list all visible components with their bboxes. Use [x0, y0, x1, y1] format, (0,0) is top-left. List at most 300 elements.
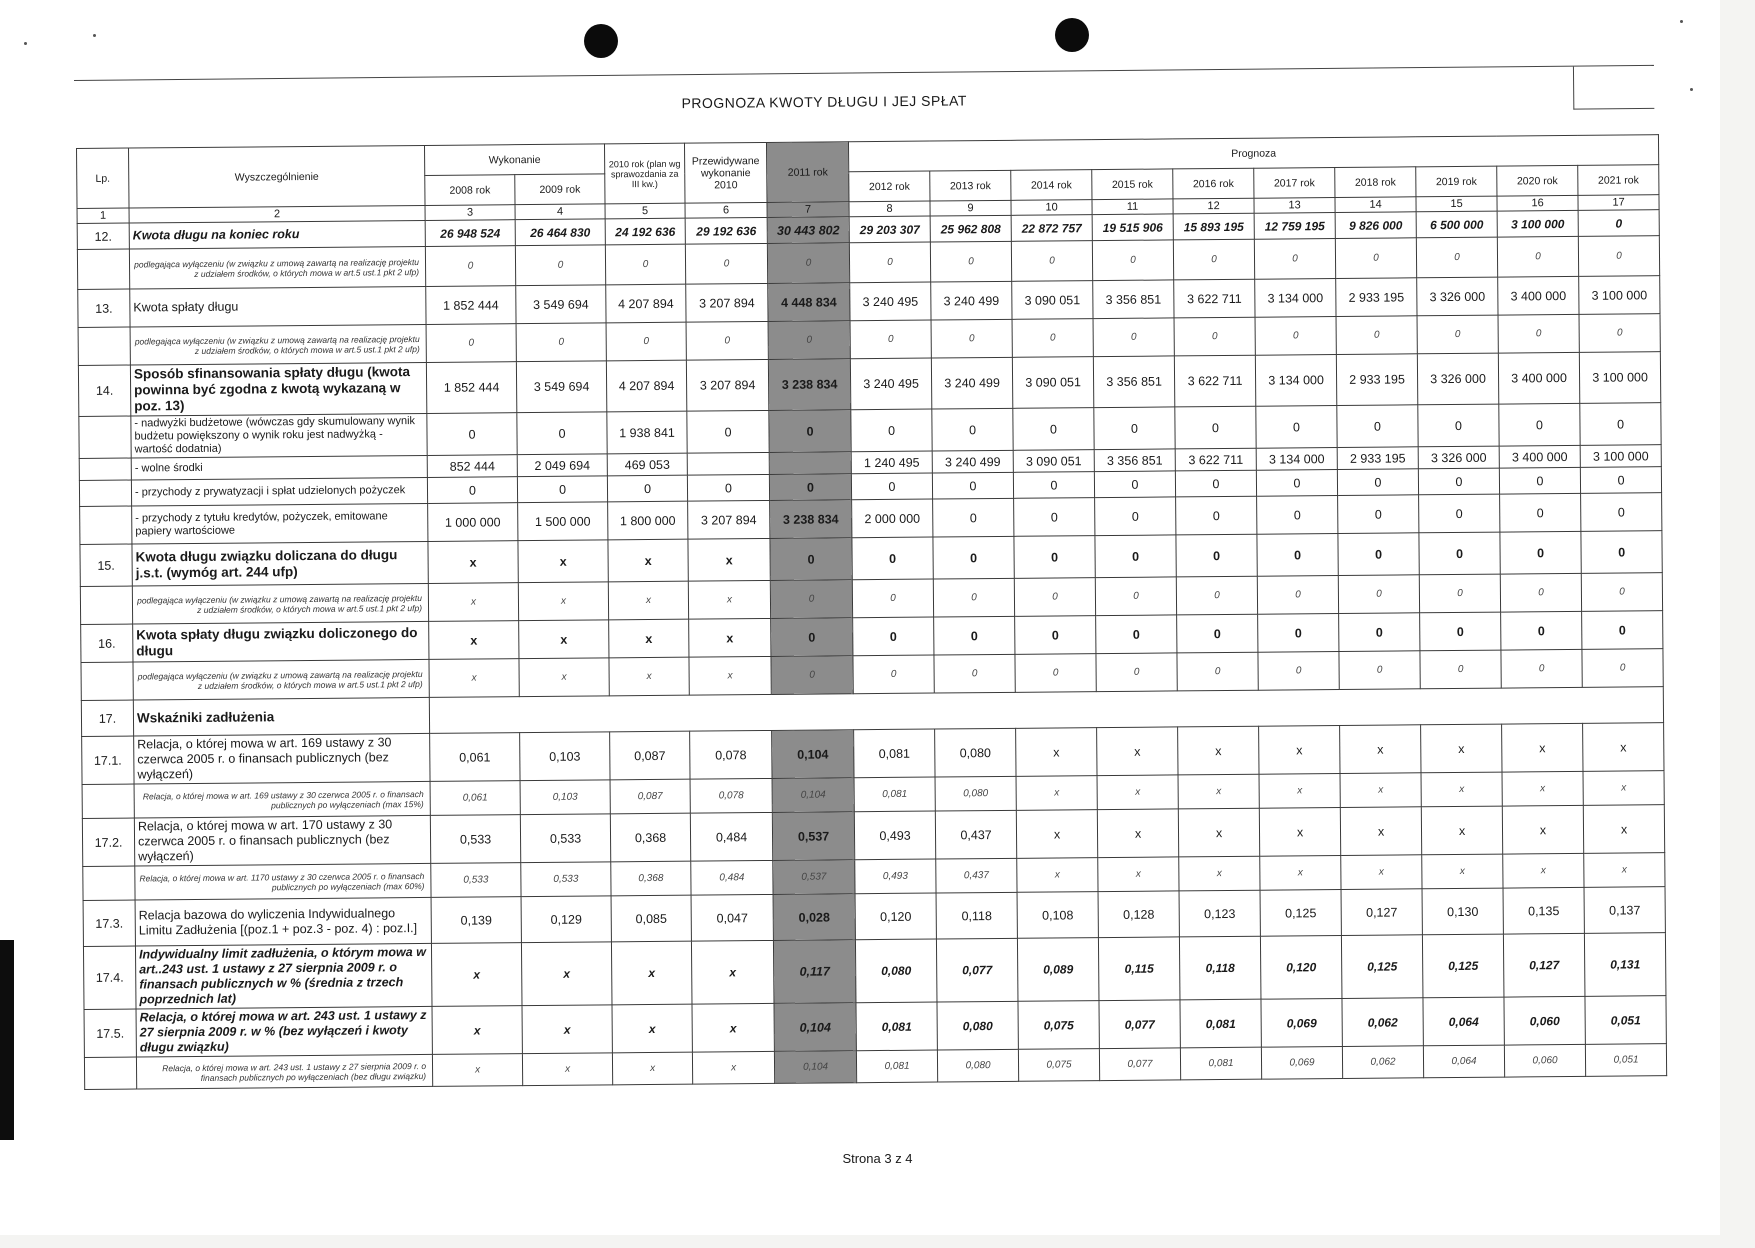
value-cell: x	[611, 941, 692, 1005]
row-description: Wskaźniki zadłużenia	[133, 697, 429, 736]
punch-hole-left	[584, 24, 618, 58]
value-cell: 24 192 636	[605, 218, 685, 245]
value-cell: 0,061	[430, 781, 520, 816]
value-cell: 0	[771, 656, 853, 695]
value-cell: 3 134 000	[1256, 448, 1337, 471]
value-cell: 0	[427, 477, 517, 504]
value-cell: 0,104	[774, 1003, 856, 1052]
value-cell: 0,077	[936, 938, 1018, 1002]
value-cell: 0,437	[936, 858, 1017, 893]
value-cell: 0,081	[1180, 1047, 1261, 1080]
row-number: 17.	[81, 700, 133, 736]
row-number	[79, 458, 131, 480]
row-description: podlegająca wyłączeniu (w związku z umową zawartą na realizację projektu z udziałem środków, o których mowa w art.5 ust.1 pkt 2 ufp)	[130, 324, 426, 365]
value-cell: 0,080	[935, 776, 1016, 811]
value-cell: 0	[1337, 405, 1418, 448]
value-cell: x	[1583, 805, 1664, 854]
value-cell: 0	[1256, 406, 1337, 449]
value-cell: 0,103	[520, 732, 610, 781]
value-cell: 0,081	[856, 1050, 937, 1083]
column-number: 17	[1578, 195, 1659, 211]
scan-edge-shadow	[0, 940, 14, 1140]
value-cell: 0	[1420, 612, 1501, 651]
value-cell: 0	[605, 244, 685, 285]
value-cell: 0	[1093, 318, 1174, 357]
value-cell: 3 090 051	[1012, 357, 1093, 409]
value-cell: x	[521, 942, 612, 1006]
value-cell: 0	[1175, 470, 1256, 497]
value-cell: 0,047	[691, 894, 773, 941]
value-cell: 30 443 802	[767, 217, 849, 244]
value-cell: 0,115	[1098, 937, 1180, 1001]
value-cell: x	[1340, 807, 1421, 856]
value-cell: 3 549 694	[516, 361, 606, 413]
value-cell: 0	[1013, 408, 1094, 451]
value-cell: 0,087	[610, 779, 690, 814]
value-cell: x	[1017, 858, 1098, 893]
value-cell: 0,125	[1422, 934, 1504, 998]
value-cell: 0,125	[1260, 889, 1341, 936]
value-cell: 0,117	[773, 940, 856, 1004]
row-number: 13.	[78, 289, 130, 327]
row-description: Relacja, o której mowa w art. 243 ust. 1 ustawy z 27 sierpnia 2009 r. w % (bez wyłączeń i kwoty długu związku)	[136, 1006, 432, 1057]
value-cell: x	[688, 580, 770, 619]
value-cell: 469 053	[607, 453, 687, 476]
value-cell: 6 500 000	[1416, 211, 1497, 238]
value-cell	[769, 452, 851, 475]
value-cell: 0	[1176, 496, 1257, 535]
value-cell: 0	[1015, 616, 1096, 655]
value-cell: 0,080	[937, 1049, 1018, 1082]
row-number	[80, 506, 132, 544]
value-cell: 0	[1580, 403, 1661, 446]
value-cell: 4 448 834	[768, 283, 850, 322]
row-description: - przychody z prywatyzacji i spłat udzielonych pożyczek	[131, 477, 427, 506]
value-cell: 0	[1095, 535, 1176, 578]
value-cell: 0,533	[520, 814, 610, 863]
value-cell: 2 000 000	[852, 499, 933, 538]
value-cell: 0	[849, 242, 930, 283]
value-cell: 19 515 906	[1092, 214, 1173, 241]
value-cell: 0	[426, 324, 516, 363]
value-cell: 0	[852, 579, 933, 618]
header-description: Wyszczególnienie	[129, 145, 426, 208]
value-cell: 3 100 000	[1497, 210, 1578, 237]
value-cell: 1 852 444	[426, 286, 516, 325]
value-cell: 0,077	[1099, 1048, 1180, 1081]
value-cell: x	[1260, 855, 1341, 890]
scan-speck	[93, 34, 96, 37]
value-cell: 0,077	[1099, 1000, 1180, 1049]
value-cell: 3 622 711	[1175, 448, 1256, 471]
scan-speck	[1680, 20, 1683, 23]
value-cell: x	[692, 1003, 774, 1052]
value-cell: 0	[516, 323, 606, 362]
row-description: Relacja bazowa do wyliczenia Indywidualnego Limitu Zadłużenia [(poz.1 + poz.3 - poz. 4) : poz.I.]	[135, 897, 431, 946]
value-cell: 0	[517, 476, 607, 503]
value-cell: 0,131	[1584, 933, 1666, 997]
row-description: Kwota spłaty długu związku doliczonego do długu	[133, 621, 429, 662]
value-cell: x	[1421, 772, 1502, 807]
value-cell: x	[1502, 771, 1583, 806]
value-cell: 0,484	[691, 860, 773, 895]
header-year: 2015 rok	[1092, 169, 1173, 200]
value-cell: 4 207 894	[606, 360, 686, 412]
value-cell: 0	[1258, 651, 1339, 690]
value-cell: 0	[1578, 236, 1659, 277]
value-cell: 0,069	[1261, 998, 1342, 1047]
value-cell: 3 207 894	[688, 500, 770, 539]
value-cell: 0	[1014, 536, 1095, 579]
value-cell: 3 240 499	[931, 281, 1012, 320]
value-cell: x	[1341, 855, 1422, 890]
value-cell: x	[432, 1006, 522, 1055]
value-cell: 0,493	[855, 859, 936, 894]
value-cell: 0,081	[1180, 999, 1261, 1048]
header-year: 2014 rok	[1011, 170, 1092, 201]
value-cell: 0	[1580, 467, 1661, 494]
header-2010-expected: Przewidywane wykonanie 2010	[684, 142, 767, 203]
value-cell: 0	[850, 320, 931, 359]
header-year: 2020 rok	[1497, 165, 1578, 196]
value-cell: x	[522, 1005, 612, 1054]
row-number	[80, 586, 132, 624]
row-description: Kwota spłaty długu	[130, 286, 426, 327]
header-year: 2016 rok	[1173, 168, 1254, 199]
value-cell: 0	[1418, 468, 1499, 495]
row-description: Kwota długu na koniec roku	[129, 220, 425, 249]
value-cell: 0	[1015, 654, 1096, 693]
column-number: 5	[605, 203, 685, 219]
column-number: 3	[425, 205, 515, 221]
value-cell: 3 207 894	[686, 359, 768, 411]
value-cell: x	[1016, 776, 1097, 811]
value-cell: 0,080	[937, 1001, 1018, 1050]
value-cell: 0,493	[854, 811, 935, 860]
value-cell: 0	[1336, 316, 1417, 355]
value-cell: 0	[1497, 236, 1578, 277]
value-cell: 0	[853, 655, 934, 694]
punch-hole-right	[1055, 18, 1089, 52]
value-cell: x	[522, 1053, 612, 1086]
value-cell: 0	[933, 578, 1014, 617]
value-cell: x	[1016, 728, 1097, 777]
value-cell: 0	[767, 243, 849, 284]
value-cell: 0	[1257, 496, 1338, 535]
value-cell: x	[1097, 727, 1178, 776]
value-cell: 0,120	[1260, 935, 1342, 999]
value-cell: 3 400 000	[1498, 276, 1579, 315]
value-cell: 9 826 000	[1335, 212, 1416, 239]
row-description: - nadwyżki budżetowe (wówczas gdy skumulowany wynik budżetu powiększony o wynik roku jest nadwyżką - wartość dodatnia)	[131, 413, 427, 458]
value-cell: 3 240 499	[931, 357, 1012, 409]
row-number	[82, 784, 134, 818]
value-cell: 0	[933, 498, 1014, 537]
value-cell: 26 464 830	[515, 219, 605, 246]
value-cell: 0,437	[935, 810, 1016, 859]
column-number: 11	[1092, 199, 1173, 215]
value-cell: 0	[1175, 406, 1256, 449]
value-cell: 3 134 000	[1255, 355, 1336, 407]
value-cell: 0	[770, 538, 852, 581]
value-cell: 0,118	[1179, 936, 1261, 1000]
row-description: - przychody z tytułu kredytów, pożyczek, emitowane papiery wartościowe	[132, 503, 428, 544]
value-cell: 0	[1258, 613, 1339, 652]
value-cell: 0	[517, 412, 607, 455]
value-cell: x	[1259, 807, 1340, 856]
value-cell: x	[431, 943, 522, 1007]
value-cell: 3 356 851	[1093, 280, 1174, 319]
value-cell: 0,028	[773, 894, 855, 941]
value-cell	[687, 452, 769, 475]
value-cell: 0,537	[772, 812, 854, 861]
row-description: Relacja, o której mowa w art. 243 ust. 1 ustawy z 27 sierpnia 2009 r. o finansach publicznych po wyłączeniach (bez długu związku)	[136, 1054, 432, 1089]
value-cell: 0	[1417, 315, 1498, 354]
value-cell: 0,125	[1341, 935, 1423, 999]
value-cell: 0,051	[1585, 996, 1666, 1045]
value-cell: 0,075	[1018, 1001, 1099, 1050]
header-year: 2021 rok	[1578, 165, 1659, 196]
value-cell: 0	[425, 246, 515, 287]
value-cell: x	[518, 582, 608, 621]
value-cell: 3 622 711	[1174, 355, 1255, 407]
value-cell: 3 090 051	[1013, 450, 1094, 473]
value-cell: 2 049 694	[517, 454, 607, 477]
header-year: 2017 rok	[1254, 168, 1335, 199]
value-cell: 0,064	[1423, 1045, 1504, 1078]
value-cell: 0	[1338, 495, 1419, 534]
value-cell: 0	[1012, 319, 1093, 358]
value-cell: 0	[1581, 531, 1662, 574]
value-cell: 0	[932, 472, 1013, 499]
value-cell: 2 933 195	[1336, 354, 1417, 406]
value-cell: 0	[687, 410, 769, 453]
value-cell: 3 356 851	[1094, 449, 1175, 472]
value-cell: 0,139	[431, 897, 521, 944]
value-cell: 0,081	[854, 777, 935, 812]
value-cell: 3 400 000	[1499, 445, 1580, 468]
value-cell: 0	[1176, 576, 1257, 615]
value-cell: 0	[768, 321, 850, 360]
value-cell: 0	[427, 413, 517, 456]
page-footer: Strona 3 z 4	[842, 1151, 913, 1166]
value-cell: 3 400 000	[1498, 352, 1579, 404]
value-cell: x	[1502, 805, 1583, 854]
row-number	[78, 327, 130, 365]
value-cell: 1 500 000	[518, 502, 608, 541]
header-year: 2013 rok	[930, 170, 1011, 201]
row-description: Sposób sfinansowania spłaty długu (kwota powinna być zgodna z kwotą wykazaną w poz. 13)	[130, 362, 426, 416]
title-corner-box	[1573, 66, 1654, 110]
value-cell: x	[1584, 853, 1665, 888]
value-cell: 0,080	[855, 939, 937, 1003]
value-cell: 29 203 307	[849, 216, 930, 243]
value-cell: 3 326 000	[1418, 446, 1499, 469]
row-description: Relacja, o której mowa w art. 170 ustawy z 30 czerwca 2005 r. o finansach publicznych (bez wyłączeń)	[134, 815, 430, 866]
value-cell: 0	[1254, 239, 1335, 280]
value-cell: 0	[1176, 534, 1257, 577]
value-cell: x	[518, 540, 608, 583]
value-cell: 0	[1501, 611, 1582, 650]
value-cell: 2 933 195	[1337, 447, 1418, 470]
value-cell: 26 948 524	[425, 220, 515, 247]
row-description: Indywidualny limit zadłużenia, o którym mowa w art..243 ust. 1 ustawy z 27 sierpnia 2009 r. o finansach publicznych w % (średnia z trzech poprzednich lat)	[135, 943, 432, 1009]
value-cell: 0	[852, 537, 933, 580]
value-cell: 0	[1500, 573, 1581, 612]
value-cell: 15 893 195	[1173, 213, 1254, 240]
value-cell: 1 240 495	[851, 451, 932, 474]
value-cell: x	[429, 659, 519, 698]
header-wykonanie: Wykonanie	[424, 144, 604, 176]
value-cell: 0	[1416, 237, 1497, 278]
row-number: 14.	[78, 365, 130, 416]
value-cell: 22 872 757	[1011, 215, 1092, 242]
header-2009: 2009 rok	[515, 174, 605, 205]
value-cell: 0,127	[1341, 889, 1422, 936]
value-cell: 852 444	[427, 455, 517, 478]
value-cell: 0	[1255, 317, 1336, 356]
value-cell: x	[428, 583, 518, 622]
value-cell: 0	[769, 474, 851, 501]
value-cell: 0	[1339, 613, 1420, 652]
value-cell: 0	[1335, 238, 1416, 279]
value-cell: 3 100 000	[1579, 276, 1660, 315]
value-cell: 0	[1257, 576, 1338, 615]
value-cell: x	[432, 1054, 522, 1087]
value-cell: 0,104	[774, 1051, 856, 1084]
value-cell: 0	[686, 321, 768, 360]
value-cell: x	[1583, 723, 1664, 772]
value-cell: 0,061	[430, 733, 520, 782]
row-number	[84, 1057, 136, 1089]
value-cell: 0,130	[1422, 888, 1503, 935]
value-cell: 0,081	[856, 1002, 937, 1051]
value-cell: x	[609, 619, 689, 658]
value-cell: 0	[1337, 469, 1418, 496]
row-number: 17.5.	[84, 1009, 136, 1057]
scan-speck	[1690, 88, 1693, 91]
value-cell: 12 759 195	[1254, 213, 1335, 240]
value-cell: 0,069	[1261, 1046, 1342, 1079]
value-cell: 0	[851, 473, 932, 500]
value-cell: 3 238 834	[768, 359, 850, 411]
row-description: podlegająca wyłączeniu (w związku z umową zawartą na realizację projektu z udziałem środków, o których mowa w art.5 ust.1 pkt 2 ufp)	[129, 246, 425, 289]
column-number: 6	[685, 202, 767, 218]
value-cell: 0	[1256, 470, 1337, 497]
value-cell: 3 207 894	[686, 283, 768, 322]
row-number	[83, 866, 135, 900]
value-cell: 25 962 808	[930, 215, 1011, 242]
row-description: Relacja, o której mowa w art. 169 ustawy z 30 czerwca 2005 r. o finansach publicznych (bez wyłączeń)	[134, 733, 430, 784]
row-description: podlegająca wyłączeniu (w związku z umową zawartą na realizację projektu z udziałem środków, o których mowa w art.5 ust.1 pkt 2 ufp)	[133, 659, 429, 700]
value-cell: x	[688, 538, 770, 581]
value-cell: x	[1097, 809, 1178, 858]
value-cell: 0,085	[611, 895, 691, 942]
value-cell: 0	[1096, 653, 1177, 692]
row-number	[77, 249, 129, 289]
value-cell: 0	[1500, 531, 1581, 574]
value-cell: x	[429, 621, 519, 660]
value-cell: x	[1340, 725, 1421, 774]
value-cell: 0	[1582, 649, 1663, 688]
row-description: Kwota długu związku doliczana do długu j.s.t. (wymóg art. 244 ufp)	[132, 541, 428, 586]
value-cell: 0,368	[611, 861, 691, 896]
value-cell: 0,537	[773, 860, 855, 895]
debt-forecast-table-wrapper	[76, 134, 1667, 1090]
row-number	[81, 662, 133, 700]
row-description: Relacja, o której mowa w art. 1170 ustawy z 30 czerwca 2005 r. o finansach publicznych po wyłączeniach (max 60%)	[135, 863, 431, 900]
value-cell: 0,368	[610, 813, 690, 862]
value-cell: 0,120	[855, 893, 936, 940]
value-cell: 0	[1338, 575, 1419, 614]
header-year: 2012 rok	[849, 171, 930, 202]
scan-speck	[24, 42, 27, 45]
value-cell: x	[692, 1051, 774, 1084]
row-number: 17.3.	[83, 900, 135, 946]
value-cell: 4 207 894	[606, 284, 686, 323]
value-cell: 0	[1419, 532, 1500, 575]
value-cell: 0,137	[1584, 887, 1665, 934]
value-cell: 3 238 834	[770, 500, 852, 539]
value-cell: 0	[1339, 651, 1420, 690]
row-number	[79, 480, 131, 506]
value-cell: x	[519, 620, 609, 659]
value-cell: 0	[1173, 239, 1254, 280]
value-cell: 0	[1094, 471, 1175, 498]
value-cell: 0	[1177, 614, 1258, 653]
column-number: 16	[1497, 195, 1578, 211]
value-cell: x	[612, 1052, 692, 1085]
value-cell: 3 240 495	[850, 282, 931, 321]
column-number: 14	[1335, 197, 1416, 213]
title-strip	[74, 65, 1654, 125]
row-number: 16.	[81, 624, 133, 662]
column-number: 1	[77, 208, 129, 223]
value-cell: x	[689, 656, 771, 695]
value-cell: 0,118	[936, 892, 1017, 939]
value-cell: 0	[851, 409, 932, 452]
value-cell: 0,533	[430, 815, 520, 864]
value-cell: 0,128	[1098, 891, 1179, 938]
value-cell: 3 240 499	[932, 450, 1013, 473]
value-cell: 0	[931, 319, 1012, 358]
value-cell: 3 100 000	[1580, 445, 1661, 468]
column-number: 7	[767, 202, 849, 218]
value-cell: x	[1016, 810, 1097, 859]
value-cell: 0	[771, 618, 853, 657]
value-cell: 0	[1014, 498, 1095, 537]
value-cell: 0	[934, 654, 1015, 693]
value-cell: 0	[1096, 615, 1177, 654]
value-cell: 0	[932, 408, 1013, 451]
page-title: PROGNOZA KWOTY DŁUGU I JEJ SPŁAT	[681, 92, 968, 112]
column-number: 10	[1011, 200, 1092, 216]
value-cell: 0	[1501, 649, 1582, 688]
value-cell: 0	[1177, 652, 1258, 691]
row-number: 17.1.	[82, 736, 134, 784]
value-cell: 1 800 000	[608, 501, 688, 540]
value-cell: 0	[1500, 493, 1581, 532]
value-cell: 0,080	[935, 728, 1016, 777]
value-cell: 0,060	[1504, 996, 1585, 1045]
value-cell: 0	[607, 475, 687, 502]
value-cell: 0	[853, 617, 934, 656]
value-cell: 0,062	[1342, 998, 1423, 1047]
value-cell: x	[1421, 806, 1502, 855]
value-cell: 0,108	[1017, 892, 1098, 939]
row-description: Relacja, o której mowa w art. 169 ustawy z 30 czerwca 2005 r. o finansach publicznych po wyłączeniach (max 15%)	[134, 781, 430, 818]
value-cell: 0	[1582, 611, 1663, 650]
